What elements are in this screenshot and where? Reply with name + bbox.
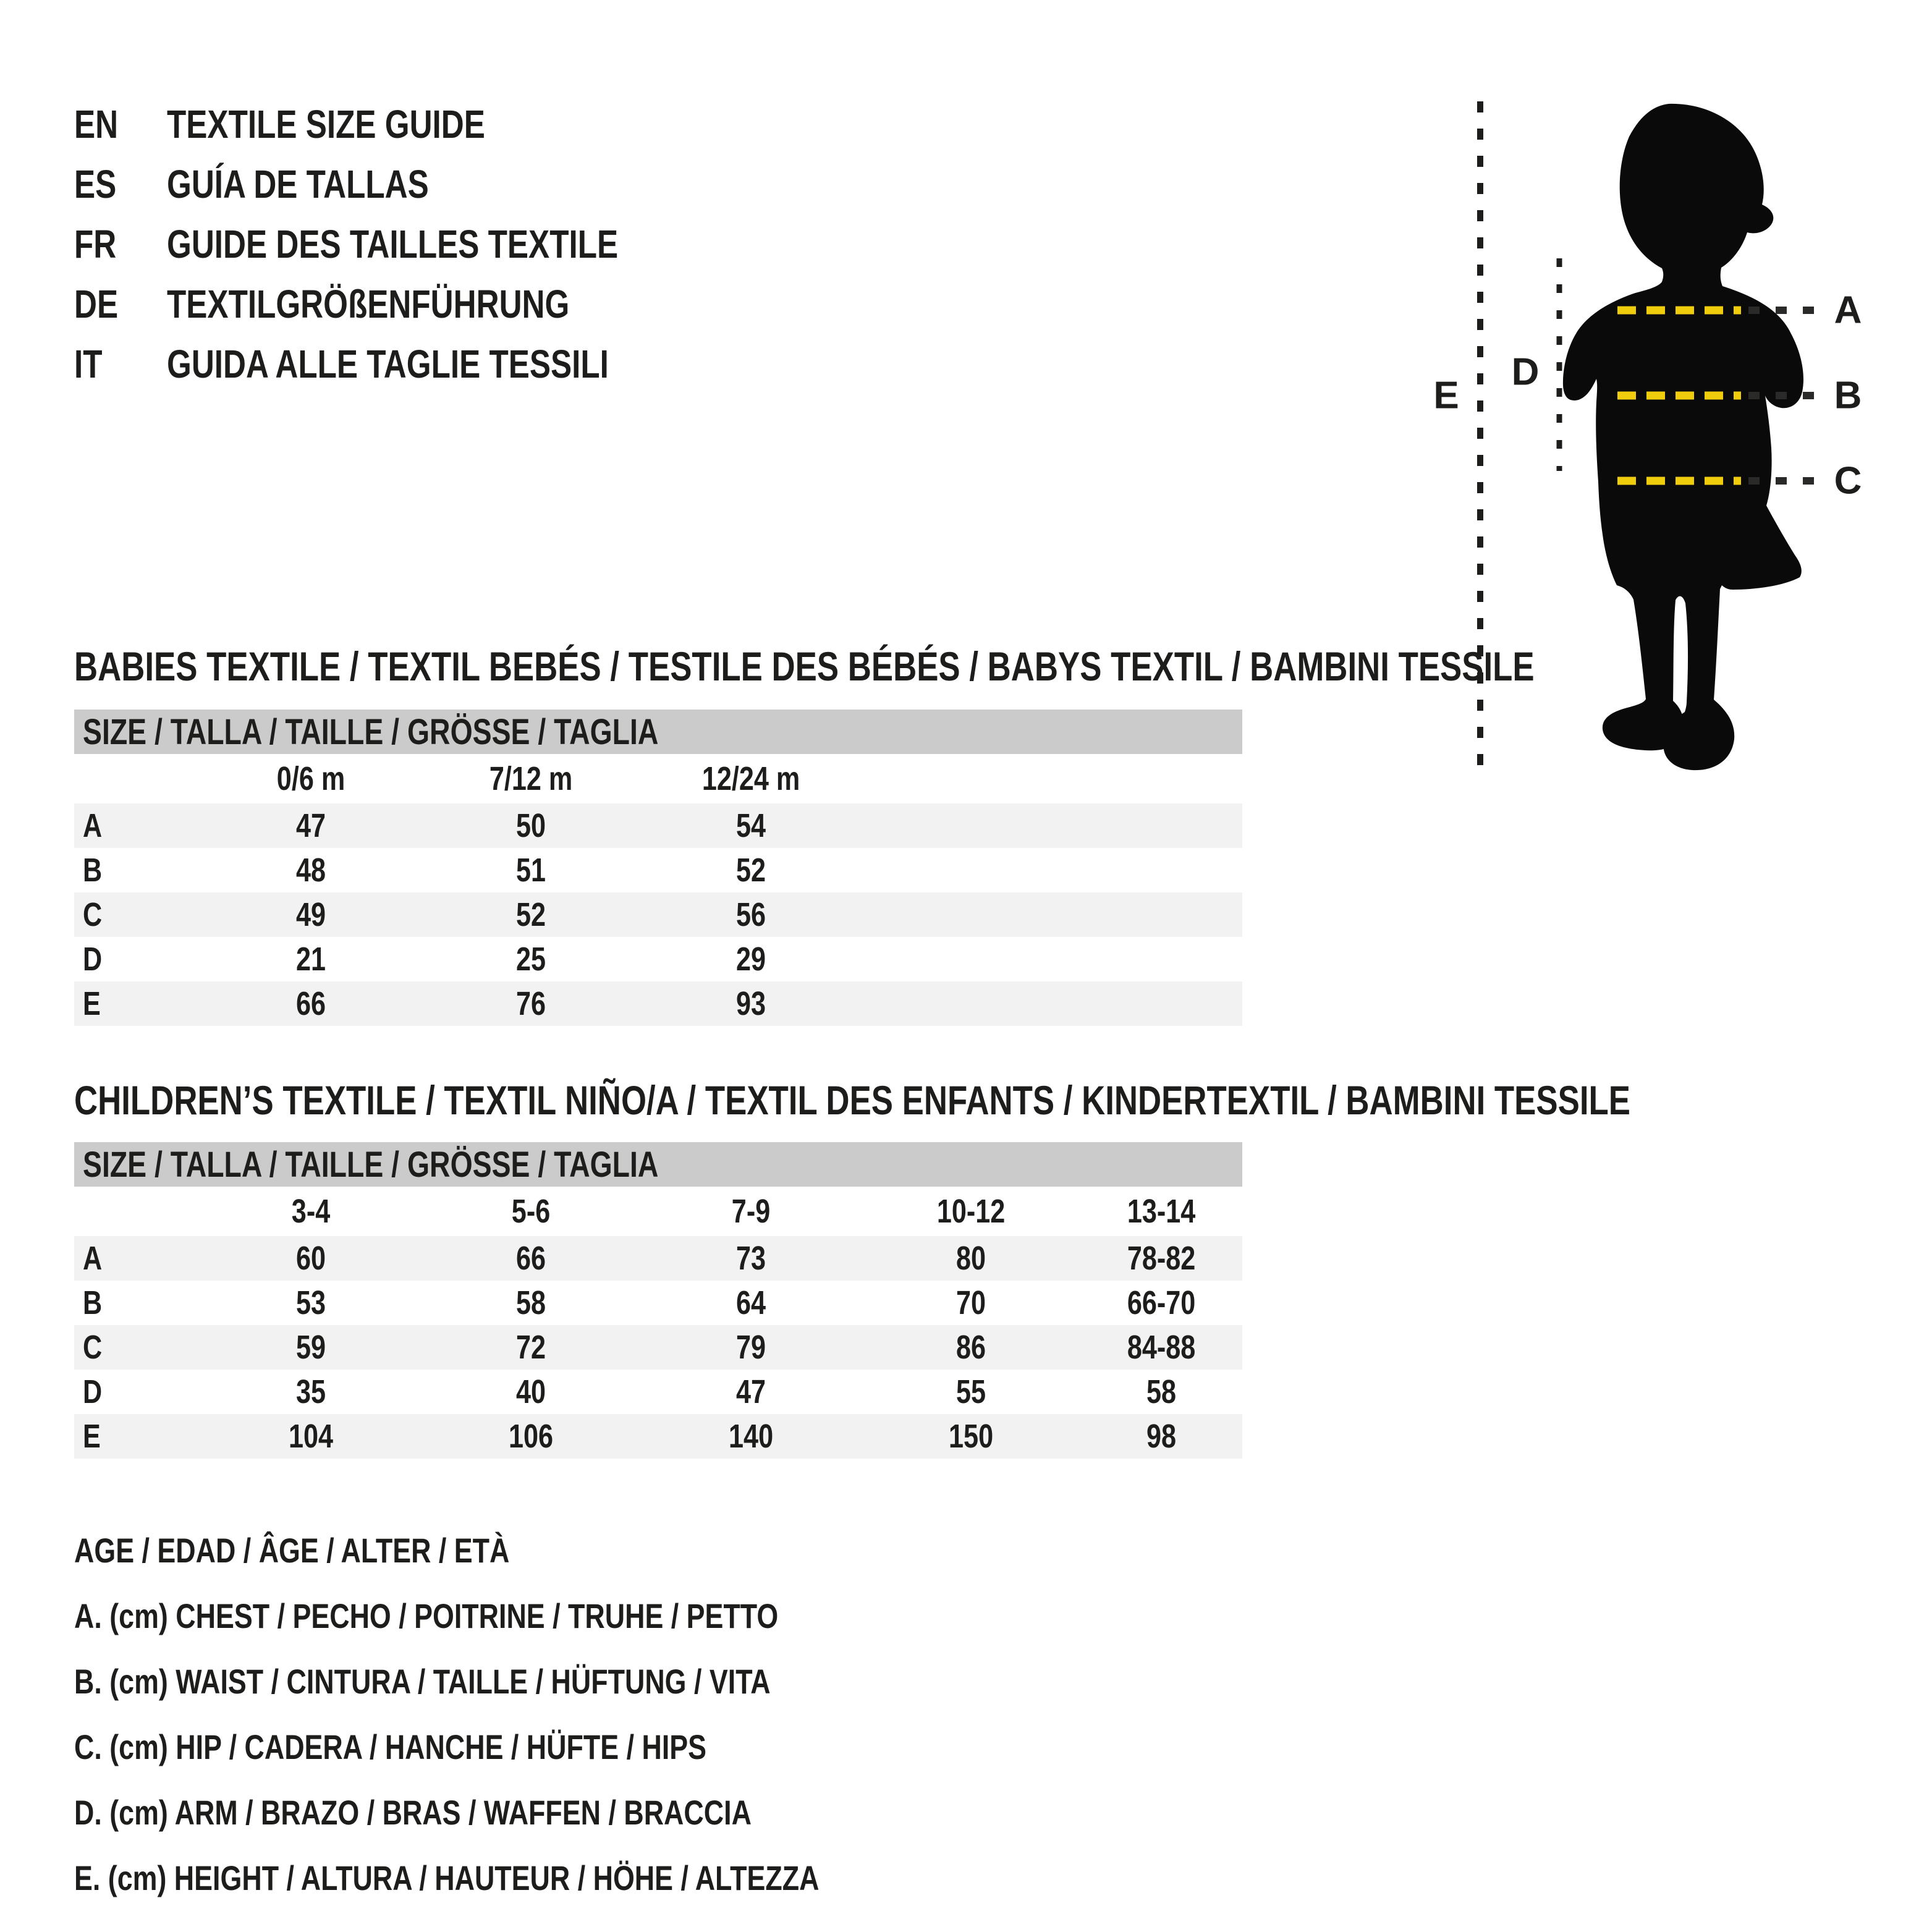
legend-waist: B. (cm) WAIST / CINTURA / TAILLE / HÜFTUNG / VITA <box>74 1661 771 1701</box>
children-col-10-12: 10-12 <box>936 1193 1006 1230</box>
row-label: C <box>83 896 103 933</box>
children-column-header-row <box>74 1187 1242 1236</box>
row-label: C <box>83 1329 103 1366</box>
measure-label-e: E <box>1433 374 1459 417</box>
row-label: E <box>83 1418 101 1455</box>
row-label: E <box>83 985 101 1022</box>
table-row-a: A 60 66 73 80 78-82 <box>74 1236 1242 1281</box>
language-row-en <box>74 94 731 154</box>
legend-chest: A. (cm) CHEST / PECHO / POITRINE / TRUHE / PETTO <box>74 1596 779 1635</box>
language-code: DE <box>74 281 119 326</box>
table-row-c: C 59 72 79 86 84-88 <box>74 1325 1242 1370</box>
table-row-c: C 49 52 56 <box>74 892 1242 937</box>
children-col-7-9: 7-9 <box>731 1193 771 1230</box>
children-col-3-4: 3-4 <box>291 1193 331 1230</box>
table-row-b: B 53 58 64 70 66-70 <box>74 1281 1242 1325</box>
measure-label-d: D <box>1511 350 1540 394</box>
babies-col-0-6m: 0/6 m <box>276 760 345 797</box>
children-section-title: CHILDREN’S TEXTILE / TEXTIL NIÑO/A / TEXTIL DES ENFANTS / KINDERTEXTIL / BAMBINI TESSILE <box>74 1077 1630 1123</box>
measure-label-b: B <box>1834 374 1862 417</box>
measure-label-c: C <box>1834 459 1862 502</box>
table-row-d: D 35 40 47 55 58 <box>74 1370 1242 1414</box>
table-row-e: E 66 76 93 <box>74 981 1242 1026</box>
guide-title-fr: GUIDE DES TAILLES TEXTILE <box>167 221 619 266</box>
row-label: D <box>83 1373 103 1410</box>
babies-size-table <box>74 710 1242 1026</box>
language-title-list <box>74 94 731 394</box>
language-row-es <box>74 154 731 214</box>
row-label: A <box>83 1240 103 1277</box>
language-code: IT <box>74 341 103 386</box>
language-code: FR <box>74 221 117 266</box>
language-row-de <box>74 274 731 334</box>
children-size-header-bar: SIZE / TALLA / TAILLE / GRÖSSE / TAGLIA <box>74 1142 1242 1187</box>
language-row-it <box>74 334 731 394</box>
guide-title-it: GUIDA ALLE TAGLIE TESSILI <box>167 341 609 386</box>
legend-age: AGE / EDAD / ÂGE / ALTER / ETÀ <box>74 1530 510 1570</box>
children-size-table <box>74 1142 1242 1459</box>
children-col-13-14: 13-14 <box>1127 1193 1196 1230</box>
guide-title-en: TEXTILE SIZE GUIDE <box>167 101 485 146</box>
table-row-a: A 47 50 54 <box>74 803 1242 848</box>
measurement-legend <box>74 1517 1006 1910</box>
legend-height: E. (cm) HEIGHT / ALTURA / HAUTEUR / HÖHE / ALTEZZA <box>74 1858 820 1897</box>
language-row-fr <box>74 214 731 274</box>
table-row-b: B 48 51 52 <box>74 848 1242 892</box>
guide-title-de: TEXTILGRÖßENFÜHRUNG <box>167 281 570 326</box>
legend-arm: D. (cm) ARM / BRAZO / BRAS / WAFFEN / BRACCIA <box>74 1792 752 1832</box>
table-row-e: E 104 106 140 150 98 <box>74 1414 1242 1459</box>
language-code: EN <box>74 101 119 146</box>
row-label: A <box>83 807 103 844</box>
guide-title-es: GUÍA DE TALLAS <box>167 161 429 206</box>
measure-label-a: A <box>1834 289 1862 332</box>
row-label: B <box>83 852 103 889</box>
row-label: D <box>83 941 103 978</box>
legend-hip: C. (cm) HIP / CADERA / HANCHE / HÜFTE / HIPS <box>74 1727 707 1766</box>
language-code: ES <box>74 161 117 206</box>
babies-size-header-bar: SIZE / TALLA / TAILLE / GRÖSSE / TAGLIA <box>74 710 1242 754</box>
children-col-5-6: 5-6 <box>511 1193 551 1230</box>
table-row-d: D 21 25 29 <box>74 937 1242 981</box>
babies-col-7-12m: 7/12 m <box>489 760 573 797</box>
babies-col-12-24m: 12/24 m <box>701 760 800 797</box>
babies-column-header-row <box>74 754 1242 803</box>
babies-section-title: BABIES TEXTILE / TEXTIL BEBÉS / TESTILE DES BÉBÉS / BABYS TEXTIL / BAMBINI TESSILE <box>74 643 1535 689</box>
row-label: B <box>83 1284 103 1321</box>
